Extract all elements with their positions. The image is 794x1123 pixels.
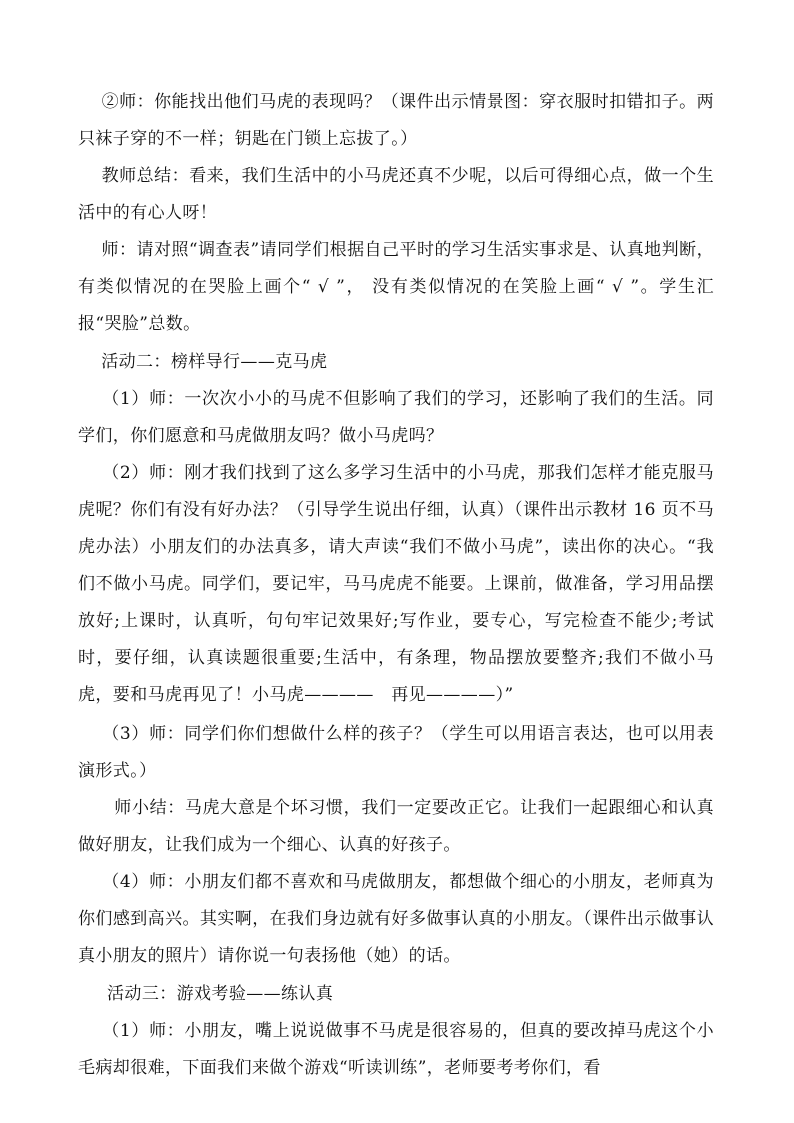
paragraph-step-4: （4）师：小朋友们都不喜欢和马虎做朋友，都想做个细心的小朋友，老师真为你们感到高兴。其实啊，在我们身边就有好多做事认真的小朋友。（课件出示做事认真小朋友的照片）请你说一句表扬他（她）的话。 bbox=[78, 872, 714, 966]
paragraph-step-2: （2）师：刚才我们找到了这么多学习生活中的小马虎，那我们怎样才能克服马虎呢？你们有没有好办法？（引导学生说出仔细，认真）（课件出示教材 16 页不马虎办法）小朋友们的办法真多，请大声读“我们不做小马虎”，读出你的决心。“我们不做小马虎。同学们，要记牢，马马虎虎不能要。上课前，做准备，学习用品摆放好;上课时，认真听，句句牢记效果好;写作业，要专心，写完检查不能少;考试时，要仔细，认真读题很重要;生活中，有条理，物品摆放要整齐;我们不做小马虎，要和马虎再见了！小马虎———— 再见————）” bbox=[78, 463, 714, 705]
paragraph-teacher-summary: 教师总结：看来，我们生活中的小马虎还真不少呢，以后可得细心点，做一个生活中的有心人呀！ bbox=[78, 166, 715, 223]
paragraph-activity-three-step-1: （1）师：小朋友，嘴上说说做事不马虎是很容易的，但真的要改掉马虎这个小毛病却很难，下面我们来做个游戏“听读训练”，老师要考考你们，看 bbox=[78, 1021, 714, 1078]
paragraph-survey-instruction: 师：请对照“调查表”请同学们根据自己平时的学习生活实事求是、认真地判断，有类似情况的在哭脸上画个“ √ ”， 没有类似情况的在笑脸上画“ √ ”。学生汇报“哭脸”总数。 bbox=[78, 240, 715, 334]
paragraph-teacher-question-examples: ②师：你能找出他们马虎的表现吗？（课件出示情景图：穿衣服时扣错扣子。两只袜子穿的不一样；钥匙在门锁上忘拔了。） bbox=[78, 92, 715, 149]
heading-activity-two: 活动二：榜样导行——克马虎 bbox=[78, 352, 328, 372]
heading-activity-three: 活动三：游戏考验——练认真 bbox=[78, 984, 334, 1004]
paragraph-teacher-mini-summary: 师小结：马虎大意是个坏习惯，我们一定要改正它。让我们一起跟细心和认真做好朋友，让我们成为一个细心、认真的好孩子。 bbox=[78, 798, 714, 855]
paragraph-step-3: （3）师：同学们你们想做什么样的孩子？（学生可以用语言表达，也可以用表演形式。） bbox=[78, 724, 714, 781]
paragraph-step-1: （1）师：一次次小小的马虎不但影响了我们的学习，还影响了我们的生活。同学们，你们愿意和马虎做朋友吗？做小马虎吗？ bbox=[78, 389, 714, 446]
